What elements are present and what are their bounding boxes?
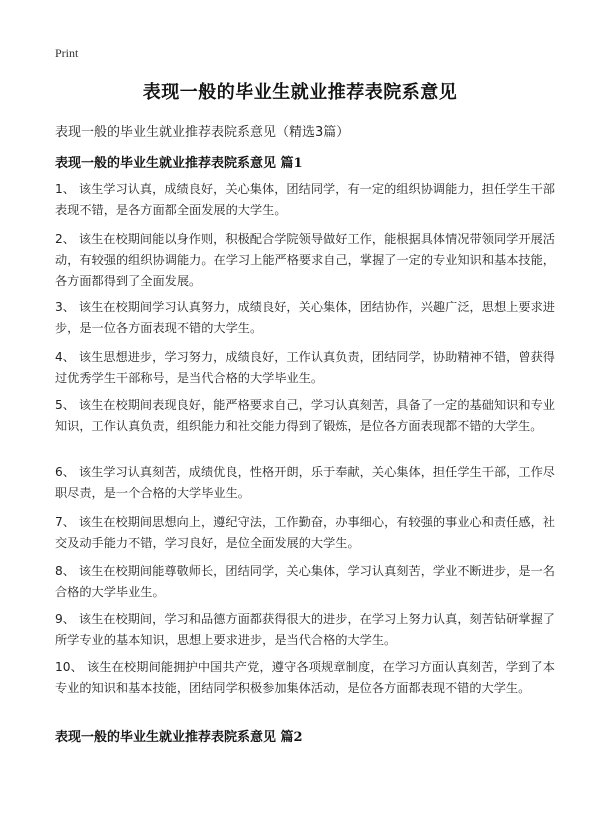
list-item: 5、 该生在校期间表现良好，能严格要求自己，学习认真刻苦，具备了一定的基础知识和专业知识，工作认真负责，组织能力和社交能力得到了锻炼，是位各方面表现都不错的大学生。 — [55, 398, 555, 433]
print-label[interactable]: Print — [55, 46, 79, 60]
list-item: 9、 该生在校期间，学习和品德方面都获得很大的进步，在学习上努力认真，刻苦钻研掌握了所学专业的基本知识，思想上要求进步，是当代合格的大学生。 — [55, 612, 555, 647]
list-item: 10、 该生在校期间能拥护中国共产党，遵守各项规章制度，在学习方面认真刻苦，学到了本专业的知识和基本技能，团结同学积极参加集体活动，是位各方面都表现不错的大学生。 — [55, 660, 555, 695]
list-item: 4、 该生思想进步，学习努力，成绩良好，工作认真负责，团结同学，协助精神不错，曾获得过优秀学生干部称号，是当代合格的大学毕业生。 — [55, 350, 555, 385]
list-item: 2、 该生在校期间能以身作则，积极配合学院领导做好工作，能根据具体情况带领同学开展活动，有较强的组织协调能力。在学习上能严格要求自己，掌握了一定的专业知识和基本技能，各方面都得到了全面发展。 — [55, 232, 555, 288]
section-heading-2: 表现一般的毕业生就业推荐表院系意见 篇2 — [55, 730, 303, 745]
document-subtitle: 表现一般的毕业生就业推荐表院系意见（精选3篇） — [55, 125, 350, 140]
list-item: 8、 该生在校期间能尊敬师长，团结同学，关心集体，学习认真刻苦，学业不断进步，是一名合格的大学毕业生。 — [55, 564, 555, 599]
list-item: 7、 该生在校期间思想向上，遵纪守法，工作勤奋，办事细心，有较强的事业心和责任感，社交及动手能力不错，学习良好，是位全面发展的大学生。 — [55, 515, 555, 550]
list-item: 1、 该生学习认真，成绩良好，关心集体，团结同学，有一定的组织协调能力，担任学生干部表现不错，是各方面都全面发展的大学生。 — [55, 182, 555, 217]
list-item: 6、 该生学习认真刻苦，成绩优良，性格开朗，乐于奉献，关心集体，担任学生干部，工作尽职尽责，是一个合格的大学毕业生。 — [55, 465, 555, 500]
list-item: 3、 该生在校期间学习认真努力，成绩良好，关心集体，团结协作，兴趣广泛，思想上要求进步，是一位各方面表现不错的大学生。 — [55, 300, 555, 335]
section-heading-1: 表现一般的毕业生就业推荐表院系意见 篇1 — [55, 156, 303, 171]
page-title: 表现一般的毕业生就业推荐表院系意见 — [142, 82, 458, 103]
